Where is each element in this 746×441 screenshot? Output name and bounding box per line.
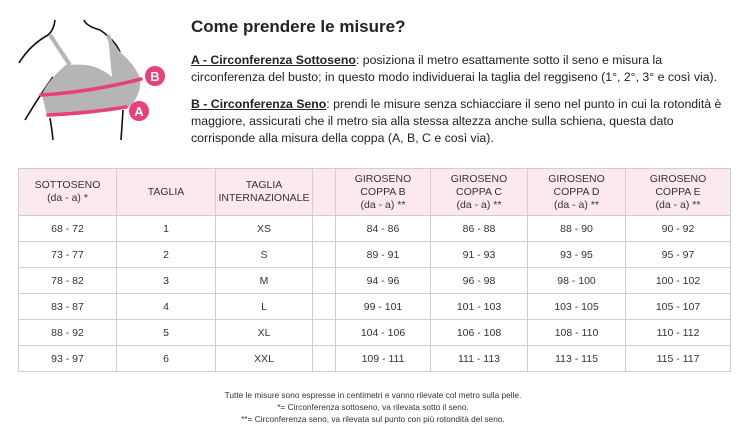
header-line: COPPA B — [360, 185, 406, 198]
table-cell: 78 - 82 — [19, 268, 117, 294]
table-row — [19, 242, 731, 268]
section-a-label: A - Circonferenza Sottoseno — [191, 53, 356, 67]
column-header — [336, 169, 431, 216]
marker-a: A — [134, 104, 144, 119]
table-cell: 91 - 93 — [431, 242, 528, 268]
header-line: (da - a) ** — [456, 198, 502, 211]
table-cell — [313, 320, 336, 346]
table-cell: 104 - 106 — [336, 320, 431, 346]
table-cell: L — [216, 294, 313, 320]
table-row — [19, 294, 731, 320]
table-cell: 94 - 96 — [336, 268, 431, 294]
table-cell: 99 - 101 — [336, 294, 431, 320]
table-cell: 101 - 103 — [431, 294, 528, 320]
column-header — [117, 169, 216, 216]
table-row — [19, 346, 731, 372]
table-cell — [313, 242, 336, 268]
table-cell: XL — [216, 320, 313, 346]
column-header — [216, 169, 313, 216]
section-a — [191, 52, 731, 86]
table-cell: 108 - 110 — [528, 320, 626, 346]
table-cell: 113 - 115 — [528, 346, 626, 372]
column-header — [19, 169, 117, 216]
table-cell — [313, 346, 336, 372]
table-cell: 95 - 97 — [626, 242, 731, 268]
table-cell: 111 - 113 — [431, 346, 528, 372]
table-cell: 93 - 97 — [19, 346, 117, 372]
header-line: COPPA D — [553, 185, 600, 198]
table-cell: 4 — [117, 294, 216, 320]
section-a-text: : posiziona il metro esattamente sotto il seno e misura la circonferenza del busto; in questo modo individuerai la taglia del reggiseno (1°, 2°, 3° e così via). — [191, 53, 718, 84]
table-cell: 96 - 98 — [431, 268, 528, 294]
table-cell: 84 - 86 — [336, 216, 431, 242]
section-b — [191, 96, 731, 147]
table-cell — [313, 216, 336, 242]
table-cell — [313, 268, 336, 294]
table-cell: 98 - 100 — [528, 268, 626, 294]
column-header — [528, 169, 626, 216]
header-line: TAGLIA — [147, 185, 185, 198]
header-line: GIROSENO — [450, 172, 508, 185]
table-cell: 68 - 72 — [19, 216, 117, 242]
header-line: GIROSENO — [548, 172, 605, 185]
note-2: *= Circonferenza sottoseno, va rilevata sotto il seno. — [277, 402, 469, 412]
table-cell: 73 - 77 — [19, 242, 117, 268]
table-cell: 86 - 88 — [431, 216, 528, 242]
section-b-text: : prendi le misure senza schiacciare il seno nel punto in cui la rotondità è maggiore, assicurati che il metro sia alla stessa altezza anche sulla schiena, questa dato corrisponde alla misura della coppa (A, B, C e così via). — [191, 97, 722, 145]
bra-measurement-illustration — [0, 0, 180, 140]
header-line: (da - a) ** — [554, 198, 599, 211]
table-row — [19, 216, 731, 242]
column-header — [431, 169, 528, 216]
table-cell: 1 — [117, 216, 216, 242]
column-header — [626, 169, 731, 216]
table-cell: 93 - 95 — [528, 242, 626, 268]
table-cell: 83 - 87 — [19, 294, 117, 320]
note-1: Tutte le misure sono espresse in centimetri e vanno rilevate col metro sulla pelle. — [224, 390, 522, 400]
table-row — [19, 268, 731, 294]
header-line: COPPA E — [655, 185, 701, 198]
table-cell: 2 — [117, 242, 216, 268]
table-cell: XS — [216, 216, 313, 242]
header-line: SOTTOSENO — [34, 179, 101, 191]
header-line: GIROSENO — [354, 172, 412, 185]
section-b-label: B - Circonferenza Seno — [191, 97, 327, 111]
table-cell: XXL — [216, 346, 313, 372]
table-cell: 103 - 105 — [528, 294, 626, 320]
table-cell: 90 - 92 — [626, 216, 731, 242]
table-cell: 3 — [117, 268, 216, 294]
table-cell: 5 — [117, 320, 216, 346]
table-cell: 89 - 91 — [336, 242, 431, 268]
table-cell: 100 - 102 — [626, 268, 731, 294]
table-cell: 88 - 92 — [19, 320, 117, 346]
note-3: **= Circonferenza seno, va rilevata sul punto con più rotondità del seno. — [241, 414, 505, 424]
table-cell: S — [216, 242, 313, 268]
page-title: Come prendere le misure? — [191, 17, 406, 36]
table-cell: 105 - 107 — [626, 294, 731, 320]
size-table — [18, 168, 731, 372]
table-row — [19, 320, 731, 346]
column-header — [313, 169, 336, 216]
table-cell: M — [216, 268, 313, 294]
header-line: TAGLIA — [245, 179, 283, 191]
header-line: (da - a) * — [47, 192, 88, 204]
header-line: INTERNAZIONALE — [218, 192, 310, 204]
table-cell: 106 - 108 — [431, 320, 528, 346]
table-cell: 109 - 111 — [336, 346, 431, 372]
table-cell: 110 - 112 — [626, 320, 731, 346]
table-cell: 6 — [117, 346, 216, 372]
marker-b: B — [150, 69, 160, 84]
table-cell: 115 - 117 — [626, 346, 731, 372]
header-line: COPPA C — [456, 185, 502, 198]
header-line: (da - a) ** — [655, 198, 701, 211]
table-cell: 88 - 90 — [528, 216, 626, 242]
header-line: GIROSENO — [649, 172, 707, 185]
table-cell — [313, 294, 336, 320]
header-line: (da - a) ** — [360, 198, 406, 211]
